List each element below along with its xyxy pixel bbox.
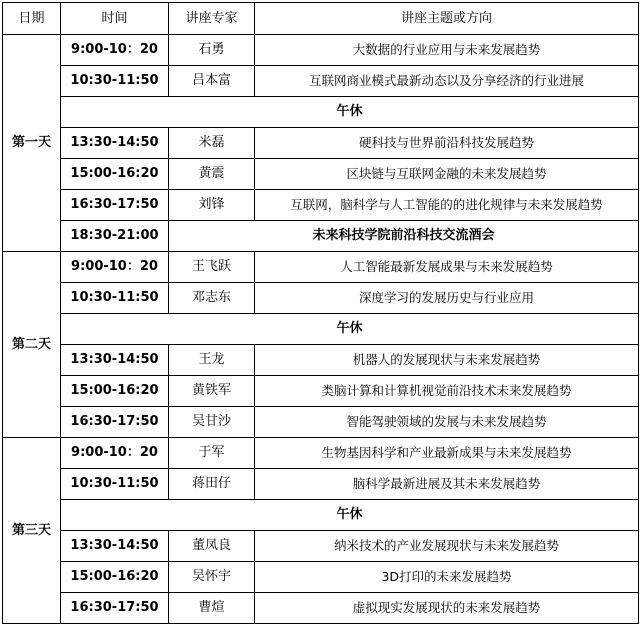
talk-topic: 人工智能最新发展成果与未来发展趋势 — [255, 252, 639, 283]
talk-time: 16:30-17:50 — [61, 190, 169, 221]
schedule-row — [3, 376, 639, 407]
schedule-header — [3, 3, 639, 35]
talk-speaker: 王龙 — [169, 345, 255, 376]
header-speaker: 讲座专家 — [169, 3, 255, 35]
talk-time: 10:30-11:50 — [61, 66, 169, 97]
lunch-break: 午休 — [61, 500, 639, 531]
talk-speaker: 吴甘沙 — [169, 407, 255, 438]
lunch-break: 午休 — [61, 314, 639, 345]
talk-speaker: 邓志东 — [169, 283, 255, 314]
schedule-table — [2, 2, 639, 624]
talk-topic: 硬科技与世界前沿科技发展趋势 — [255, 128, 639, 159]
talk-topic: 区块链与互联网金融的未来发展趋势 — [255, 159, 639, 190]
schedule-row — [3, 531, 639, 562]
talk-topic: 纳米技术的产业发展现状与未来发展趋势 — [255, 531, 639, 562]
talk-topic: 互联网商业模式最新动态以及分享经济的行业进展 — [255, 66, 639, 97]
talk-topic: 生物基因科学和产业最新成果与未来发展趋势 — [255, 438, 639, 469]
header-topic: 讲座主题或方向 — [255, 3, 639, 35]
talk-topic: 大数据的行业应用与未来发展趋势 — [255, 35, 639, 66]
talk-speaker: 王飞跃 — [169, 252, 255, 283]
schedule-row — [3, 159, 639, 190]
talk-speaker: 于军 — [169, 438, 255, 469]
talk-time: 9:00-10：20 — [61, 438, 169, 469]
talk-speaker: 米磊 — [169, 128, 255, 159]
event-time: 18:30-21:00 — [61, 221, 169, 252]
schedule-row — [3, 593, 639, 624]
schedule-row — [3, 345, 639, 376]
schedule-row — [3, 562, 639, 593]
talk-speaker: 黄震 — [169, 159, 255, 190]
talk-speaker: 石勇 — [169, 35, 255, 66]
schedule-row — [3, 128, 639, 159]
talk-time: 9:00-10：20 — [61, 252, 169, 283]
talk-speaker: 刘锋 — [169, 190, 255, 221]
talk-topic: 脑科学最新进展及其未来发展趋势 — [255, 469, 639, 500]
schedule-row — [3, 407, 639, 438]
talk-topic: 虚拟现实发展现状的未来发展趋势 — [255, 593, 639, 624]
talk-speaker: 吕本富 — [169, 66, 255, 97]
talk-time: 16:30-17:50 — [61, 593, 169, 624]
talk-topic: 类脑计算和计算机视觉前沿技术未来发展趋势 — [255, 376, 639, 407]
day-label: 第二天 — [3, 252, 61, 438]
schedule-row — [3, 438, 639, 469]
talk-speaker: 董凤良 — [169, 531, 255, 562]
schedule-row — [3, 252, 639, 283]
header-time: 时间 — [61, 3, 169, 35]
talk-topic: 深度学习的发展历史与行业应用 — [255, 283, 639, 314]
schedule-body — [3, 35, 639, 624]
talk-time: 15:00-16:20 — [61, 159, 169, 190]
talk-time: 10:30-11:50 — [61, 469, 169, 500]
schedule-row — [3, 469, 639, 500]
talk-topic: 互联网，脑科学与人工智能的的进化规律与未来发展趋势 — [255, 190, 639, 221]
talk-time: 15:00-16:20 — [61, 562, 169, 593]
schedule-row — [3, 283, 639, 314]
talk-speaker: 黄铁军 — [169, 376, 255, 407]
talk-speaker: 吴怀宇 — [169, 562, 255, 593]
talk-topic: 智能驾驶领域的发展与未来发展趋势 — [255, 407, 639, 438]
schedule-row — [3, 500, 639, 531]
schedule-row — [3, 221, 639, 252]
talk-time: 13:30-14:50 — [61, 345, 169, 376]
talk-time: 13:30-14:50 — [61, 531, 169, 562]
day-label: 第一天 — [3, 35, 61, 252]
talk-topic: 机器人的发展现状与未来发展趋势 — [255, 345, 639, 376]
talk-time: 13:30-14:50 — [61, 128, 169, 159]
schedule-row — [3, 97, 639, 128]
schedule-row — [3, 35, 639, 66]
talk-speaker: 曹煊 — [169, 593, 255, 624]
talk-time: 9:00-10：20 — [61, 35, 169, 66]
schedule-row — [3, 190, 639, 221]
talk-speaker: 蒋田仔 — [169, 469, 255, 500]
talk-time: 16:30-17:50 — [61, 407, 169, 438]
header-date: 日期 — [3, 3, 61, 35]
lunch-break: 午休 — [61, 97, 639, 128]
talk-time: 10:30-11:50 — [61, 283, 169, 314]
talk-topic: 3D打印的未来发展趋势 — [255, 562, 639, 593]
day-label: 第三天 — [3, 438, 61, 624]
header-row — [3, 3, 639, 35]
schedule-row — [3, 314, 639, 345]
event-title: 未来科技学院前沿科技交流酒会 — [169, 221, 639, 252]
schedule-row — [3, 66, 639, 97]
talk-time: 15:00-16:20 — [61, 376, 169, 407]
